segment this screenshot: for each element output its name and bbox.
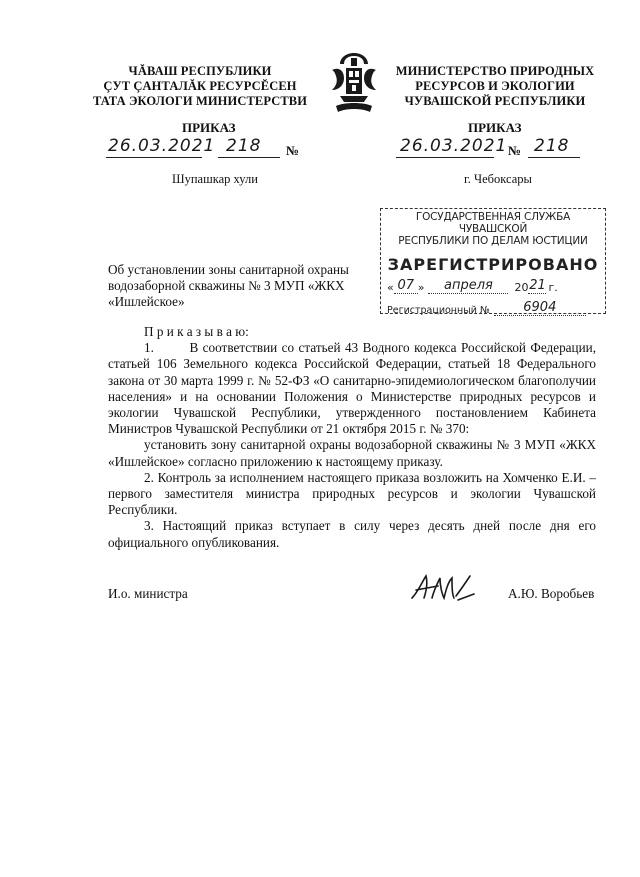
- date-underline-right: [396, 157, 494, 158]
- stamp-reg-label: Регистрационный №: [387, 305, 490, 316]
- order-body: [108, 324, 600, 551]
- stamp-day: 07: [394, 278, 418, 294]
- paragraph-1: 1. В соответствии со статьей 43 Водного кодекса Российской Федерации, статьей 106 Земельного кодекса Российской Федерации, статьей 18 Федерального закона от 30 марта 1999 г. № 52-ФЗ «О санитарно-эпидемиологическом благополучии населения» и на основании Положения о Министерстве природных ресурсов и экологии Чувашской Республики, утвержденного постановлением Кабинета Министров Чувашской Республики от 21 октября 2015 г. № 370:: [108, 340, 600, 437]
- stamp-year-abbr: г.: [548, 281, 558, 294]
- order-word: П р и к а з ы в а ю:: [144, 324, 249, 339]
- signatory-position: И.о. министра: [108, 586, 188, 601]
- date-underline-left: [106, 157, 202, 158]
- order-date-right: 26.03.2021: [400, 136, 508, 156]
- subject-line-2: водозаборной скважины № 3 МУП «ЖКХ: [108, 278, 345, 294]
- signatory-name: А.Ю. Воробьев: [508, 586, 595, 601]
- header-right-line-2: РЕСУРСОВ И ЭКОЛОГИИ: [415, 79, 575, 93]
- stamp-registered: ЗАРЕГИСТРИРОВАНО: [387, 255, 599, 274]
- order-number-left: 218: [226, 136, 262, 156]
- order-title-left: ПРИКАЗ: [182, 120, 236, 135]
- number-sign-right: №: [508, 143, 522, 158]
- order-date-left: 26.03.2021: [108, 136, 216, 156]
- paragraph-1-decision: установить зону санитарной охраны водозаборной скважины № 3 МУП «ЖКХ «Ишлейское» согласно приложению к настоящему приказу.: [108, 437, 596, 469]
- stamp-reg-row: [387, 300, 599, 316]
- stamp-year-prefix: 20: [514, 281, 529, 294]
- order-title-right: ПРИКАЗ: [468, 120, 522, 135]
- order-subject: [108, 262, 378, 311]
- header-right-line-3: ЧУВАШСКОЙ РЕСПУБЛИКИ: [404, 94, 586, 108]
- stamp-quote-close: »: [417, 281, 425, 294]
- subject-line-1: Об установлении зоны санитарной охраны: [108, 262, 349, 277]
- handwritten-signature-icon: [408, 572, 478, 604]
- city-russian: г. Чебоксары: [464, 172, 532, 186]
- stamp-date-row: [387, 278, 599, 294]
- paragraph-2: 2. Контроль за исполнением настоящего приказа возложить на Хомченко Е.И. – первого заместителя министра природных ресурсов и экологии Чувашской Республики.: [108, 469, 596, 518]
- chuvash-emblem-icon: [326, 50, 382, 116]
- city-chuvash: Шупашкар хули: [172, 172, 258, 186]
- subject-line-3: «Ишлейское»: [108, 294, 185, 310]
- order-number-right: 218: [534, 136, 570, 156]
- stamp-quote-open: «: [387, 281, 394, 294]
- number-sign-left: №: [286, 143, 300, 158]
- paragraph-3: 3. Настоящий приказ вступает в силу через десять дней после дня его официального опубликования.: [108, 518, 596, 550]
- ministry-name-russian: [390, 64, 600, 109]
- stamp-line-2: РЕСПУБЛИКИ ПО ДЕЛАМ ЮСТИЦИИ: [398, 235, 588, 247]
- header-left-line-1: ЧĂВАШ РЕСПУБЛИКИ: [128, 64, 272, 78]
- stamp-reg-number: 6904: [494, 300, 586, 316]
- stamp-month: апреля: [428, 278, 508, 294]
- header-right-line-1: МИНИСТЕРСТВО ПРИРОДНЫХ: [395, 64, 595, 78]
- number-underline-right: [528, 157, 580, 158]
- header-left-line-3: ТАТА ЭКОЛОГИ МИНИСТЕРСТВИ: [92, 94, 308, 108]
- number-underline-left: [218, 157, 280, 158]
- registration-stamp: [380, 208, 606, 314]
- header-left-line-2: ÇУТ ÇАНТАЛĂК РЕСУРСĔСЕН: [103, 79, 297, 93]
- ministry-name-chuvash: [80, 64, 320, 109]
- stamp-line-1: ГОСУДАРСТВЕННАЯ СЛУЖБА ЧУВАШСКОЙ: [415, 211, 571, 235]
- stamp-year-suffix: 21: [529, 278, 546, 293]
